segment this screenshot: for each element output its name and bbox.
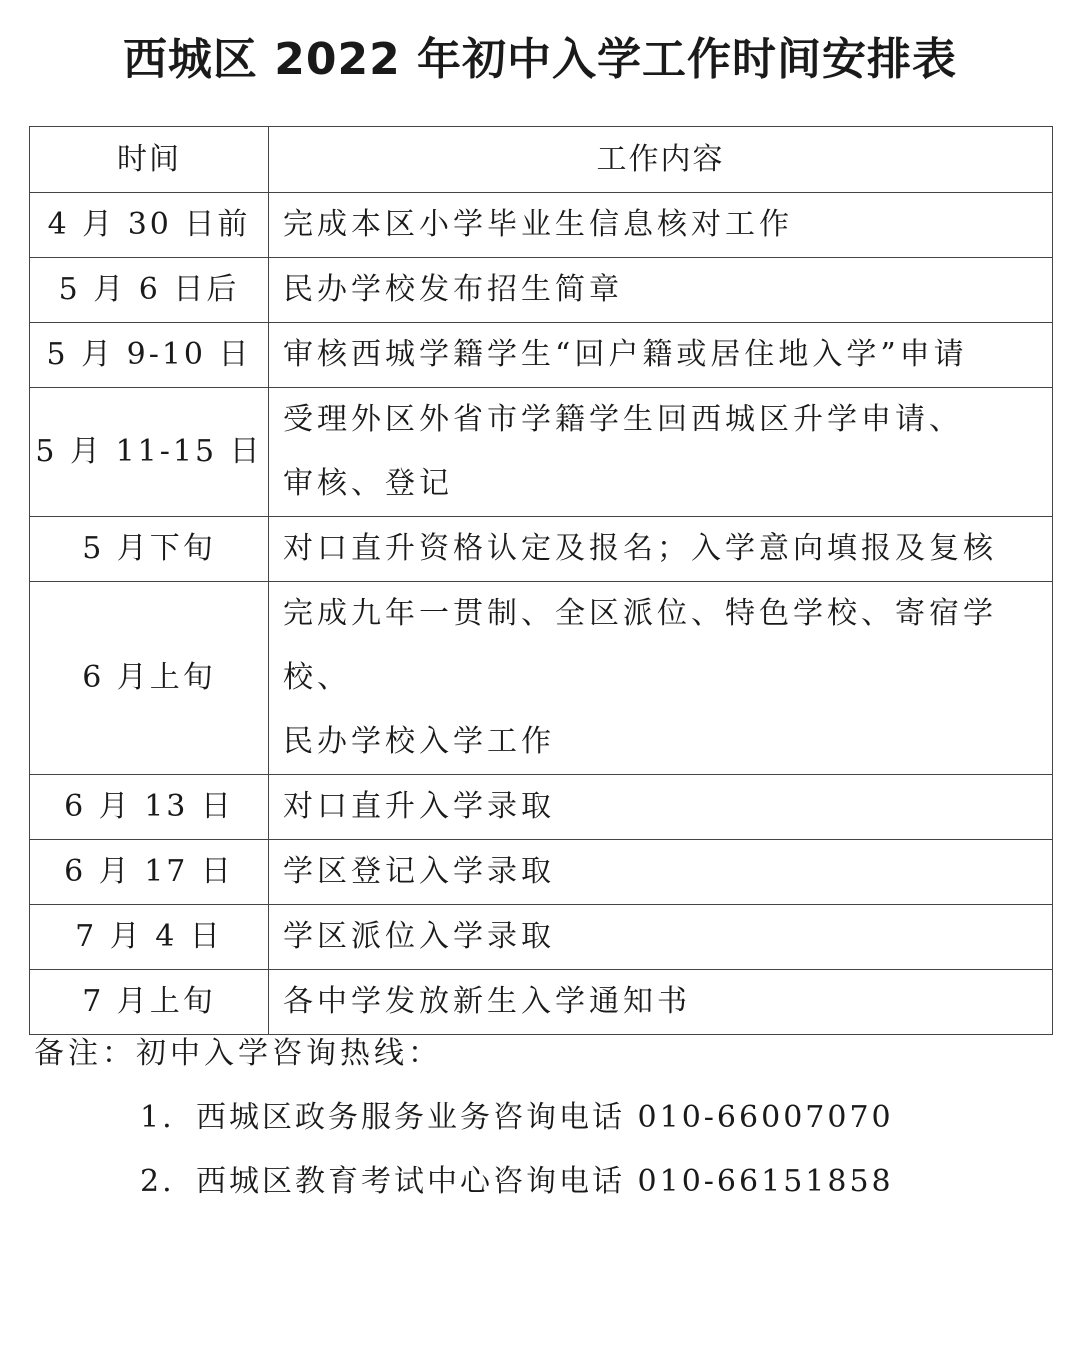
row-time: 5 月 9-10 日 xyxy=(30,323,269,388)
hotline-item xyxy=(34,1086,1034,1150)
hotline-text: 西城区教育考试中心咨询电话 010-66151858 xyxy=(196,1164,894,1199)
row-content: 完成九年一贯制、全区派位、特色学校、寄宿学校、 民办学校入学工作 xyxy=(269,582,1053,775)
row-content: 学区登记入学录取 xyxy=(269,840,1053,905)
row-content: 审核西城学籍学生“回户籍或居住地入学”申请 xyxy=(269,323,1053,388)
hotline-number: 1. xyxy=(140,1100,175,1135)
table-row xyxy=(30,582,1053,775)
hotline-text: 西城区政务服务业务咨询电话 010-66007070 xyxy=(196,1100,894,1135)
page-title: 西城区 2022 年初中入学工作时间安排表 xyxy=(122,34,958,85)
row-time: 7 月上旬 xyxy=(30,970,269,1035)
hotline-number: 2. xyxy=(140,1164,175,1199)
row-time: 7 月 4 日 xyxy=(30,905,269,970)
table-row xyxy=(30,840,1053,905)
row-content: 各中学发放新生入学通知书 xyxy=(269,970,1053,1035)
table-row xyxy=(30,323,1053,388)
row-content: 对口直升资格认定及报名；入学意向填报及复核 xyxy=(269,517,1053,582)
row-content: 学区派位入学录取 xyxy=(269,905,1053,970)
table-row xyxy=(30,517,1053,582)
row-time: 6 月 17 日 xyxy=(30,840,269,905)
row-content: 民办学校发布招生简章 xyxy=(269,258,1053,323)
notes-section xyxy=(34,1022,1034,1214)
row-content: 完成本区小学毕业生信息核对工作 xyxy=(269,193,1053,258)
row-content: 对口直升入学录取 xyxy=(269,775,1053,840)
header-content: 工作内容 xyxy=(269,127,1053,193)
table-row xyxy=(30,775,1053,840)
hotline-item xyxy=(34,1150,1034,1214)
header-time: 时间 xyxy=(30,127,269,193)
table-row xyxy=(30,193,1053,258)
row-time: 6 月上旬 xyxy=(30,582,269,775)
row-time: 5 月 11-15 日 xyxy=(30,388,269,517)
row-time: 5 月 6 日后 xyxy=(30,258,269,323)
table-row xyxy=(30,388,1053,517)
table-header-row xyxy=(30,127,1053,193)
schedule-table xyxy=(29,126,1053,1035)
row-time: 5 月下旬 xyxy=(30,517,269,582)
row-content: 受理外区外省市学籍学生回西城区升学申请、 审核、登记 xyxy=(269,388,1053,517)
table-row xyxy=(30,258,1053,323)
table-row xyxy=(30,905,1053,970)
notes-heading: 备注：初中入学咨询热线： xyxy=(34,1036,442,1071)
row-time: 4 月 30 日前 xyxy=(30,193,269,258)
row-time: 6 月 13 日 xyxy=(30,775,269,840)
